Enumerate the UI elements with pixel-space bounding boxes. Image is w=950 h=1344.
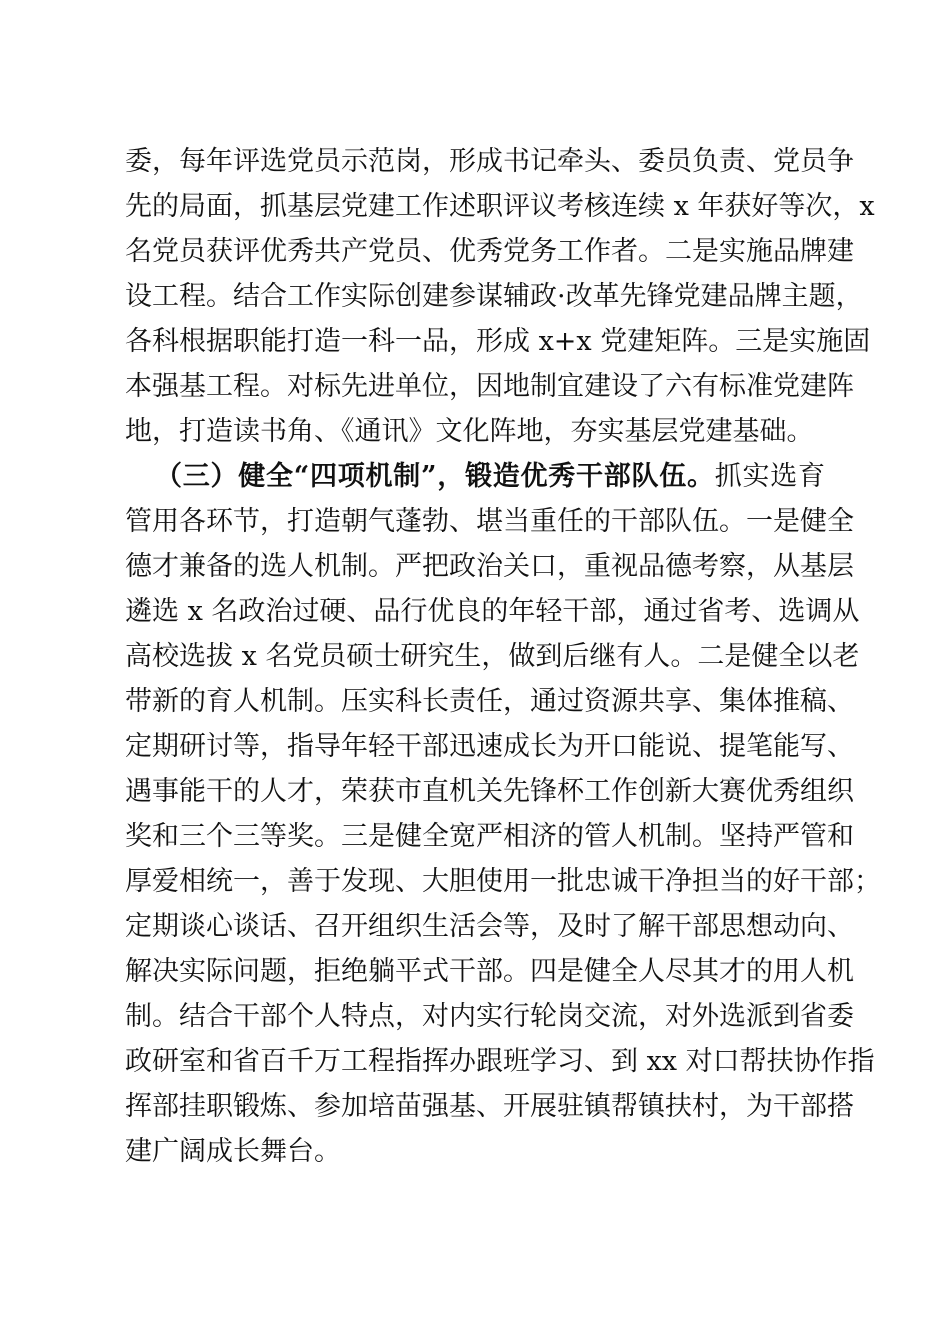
- body-line-14: 遇事能干的人才，荣获市直机关先锋杯工作创新大赛优秀组织: [125, 776, 854, 807]
- section-heading-continuation: 抓实选育: [714, 461, 826, 492]
- body-line-16: 厚爱相统一，善于发现、大胆使用一批忠诚干净担当的好干部；: [125, 866, 881, 897]
- section-heading: （三）健全“四项机制”，锻造优秀干部队伍。: [155, 461, 715, 492]
- body-line-5: 各科根据职能打造一科一品，形成 x+x 党建矩阵。三是实施固: [125, 326, 871, 357]
- body-line-20: 政研室和省百千万工程指挥办跟班学习、到 xx 对口帮扶协作指: [125, 1046, 875, 1077]
- body-line-3: 名党员获评优秀共产党员、优秀党务工作者。二是实施品牌建: [125, 236, 854, 267]
- body-line-6: 本强基工程。对标先进单位，因地制宜建设了六有标准党建阵: [125, 371, 854, 402]
- body-line-12: 带新的育人机制。压实科长责任，通过资源共享、集体推稿、: [125, 686, 854, 717]
- section-heading-line: [155, 457, 825, 497]
- body-line-2: 先的局面，抓基层党建工作述职评议考核连续 x 年获好等次，x: [125, 191, 875, 222]
- body-line-7: 地，打造读书角、《通讯》文化阵地，夯实基层党建基础。: [125, 416, 814, 447]
- body-line-4: 设工程。结合工作实际创建参谋辅政·改革先锋党建品牌主题，: [125, 281, 863, 312]
- body-line-13: 定期研讨等，指导年轻干部迅速成长为开口能说、提笔能写、: [125, 731, 854, 762]
- body-line-17: 定期谈心谈话、召开组织生活会等，及时了解干部思想动向、: [125, 911, 854, 942]
- body-line-9: 德才兼备的选人机制。严把政治关口，重视品德考察，从基层: [125, 551, 854, 582]
- body-line-19: 制。结合干部个人特点，对内实行轮岗交流，对外选派到省委: [125, 1001, 854, 1032]
- body-line-8: 管用各环节，打造朝气蓬勃、堪当重任的干部队伍。一是健全: [125, 506, 854, 537]
- body-line-1: 委，每年评选党员示范岗，形成书记牵头、委员负责、党员争: [125, 146, 854, 177]
- body-line-11: 高校选拔 x 名党员硕士研究生，做到后继有人。二是健全以老: [125, 641, 860, 672]
- body-line-15: 奖和三个三等奖。三是健全宽严相济的管人机制。坚持严管和: [125, 821, 854, 852]
- body-line-10: 遴选 x 名政治过硬、品行优良的年轻干部，通过省考、选调从: [125, 596, 860, 627]
- body-line-21: 挥部挂职锻炼、参加培苗强基、开展驻镇帮镇扶村，为干部搭: [125, 1091, 854, 1122]
- body-line-18: 解决实际问题，拒绝躺平式干部。四是健全人尽其才的用人机: [125, 956, 854, 987]
- body-line-22: 建广阔成长舞台。: [125, 1136, 341, 1167]
